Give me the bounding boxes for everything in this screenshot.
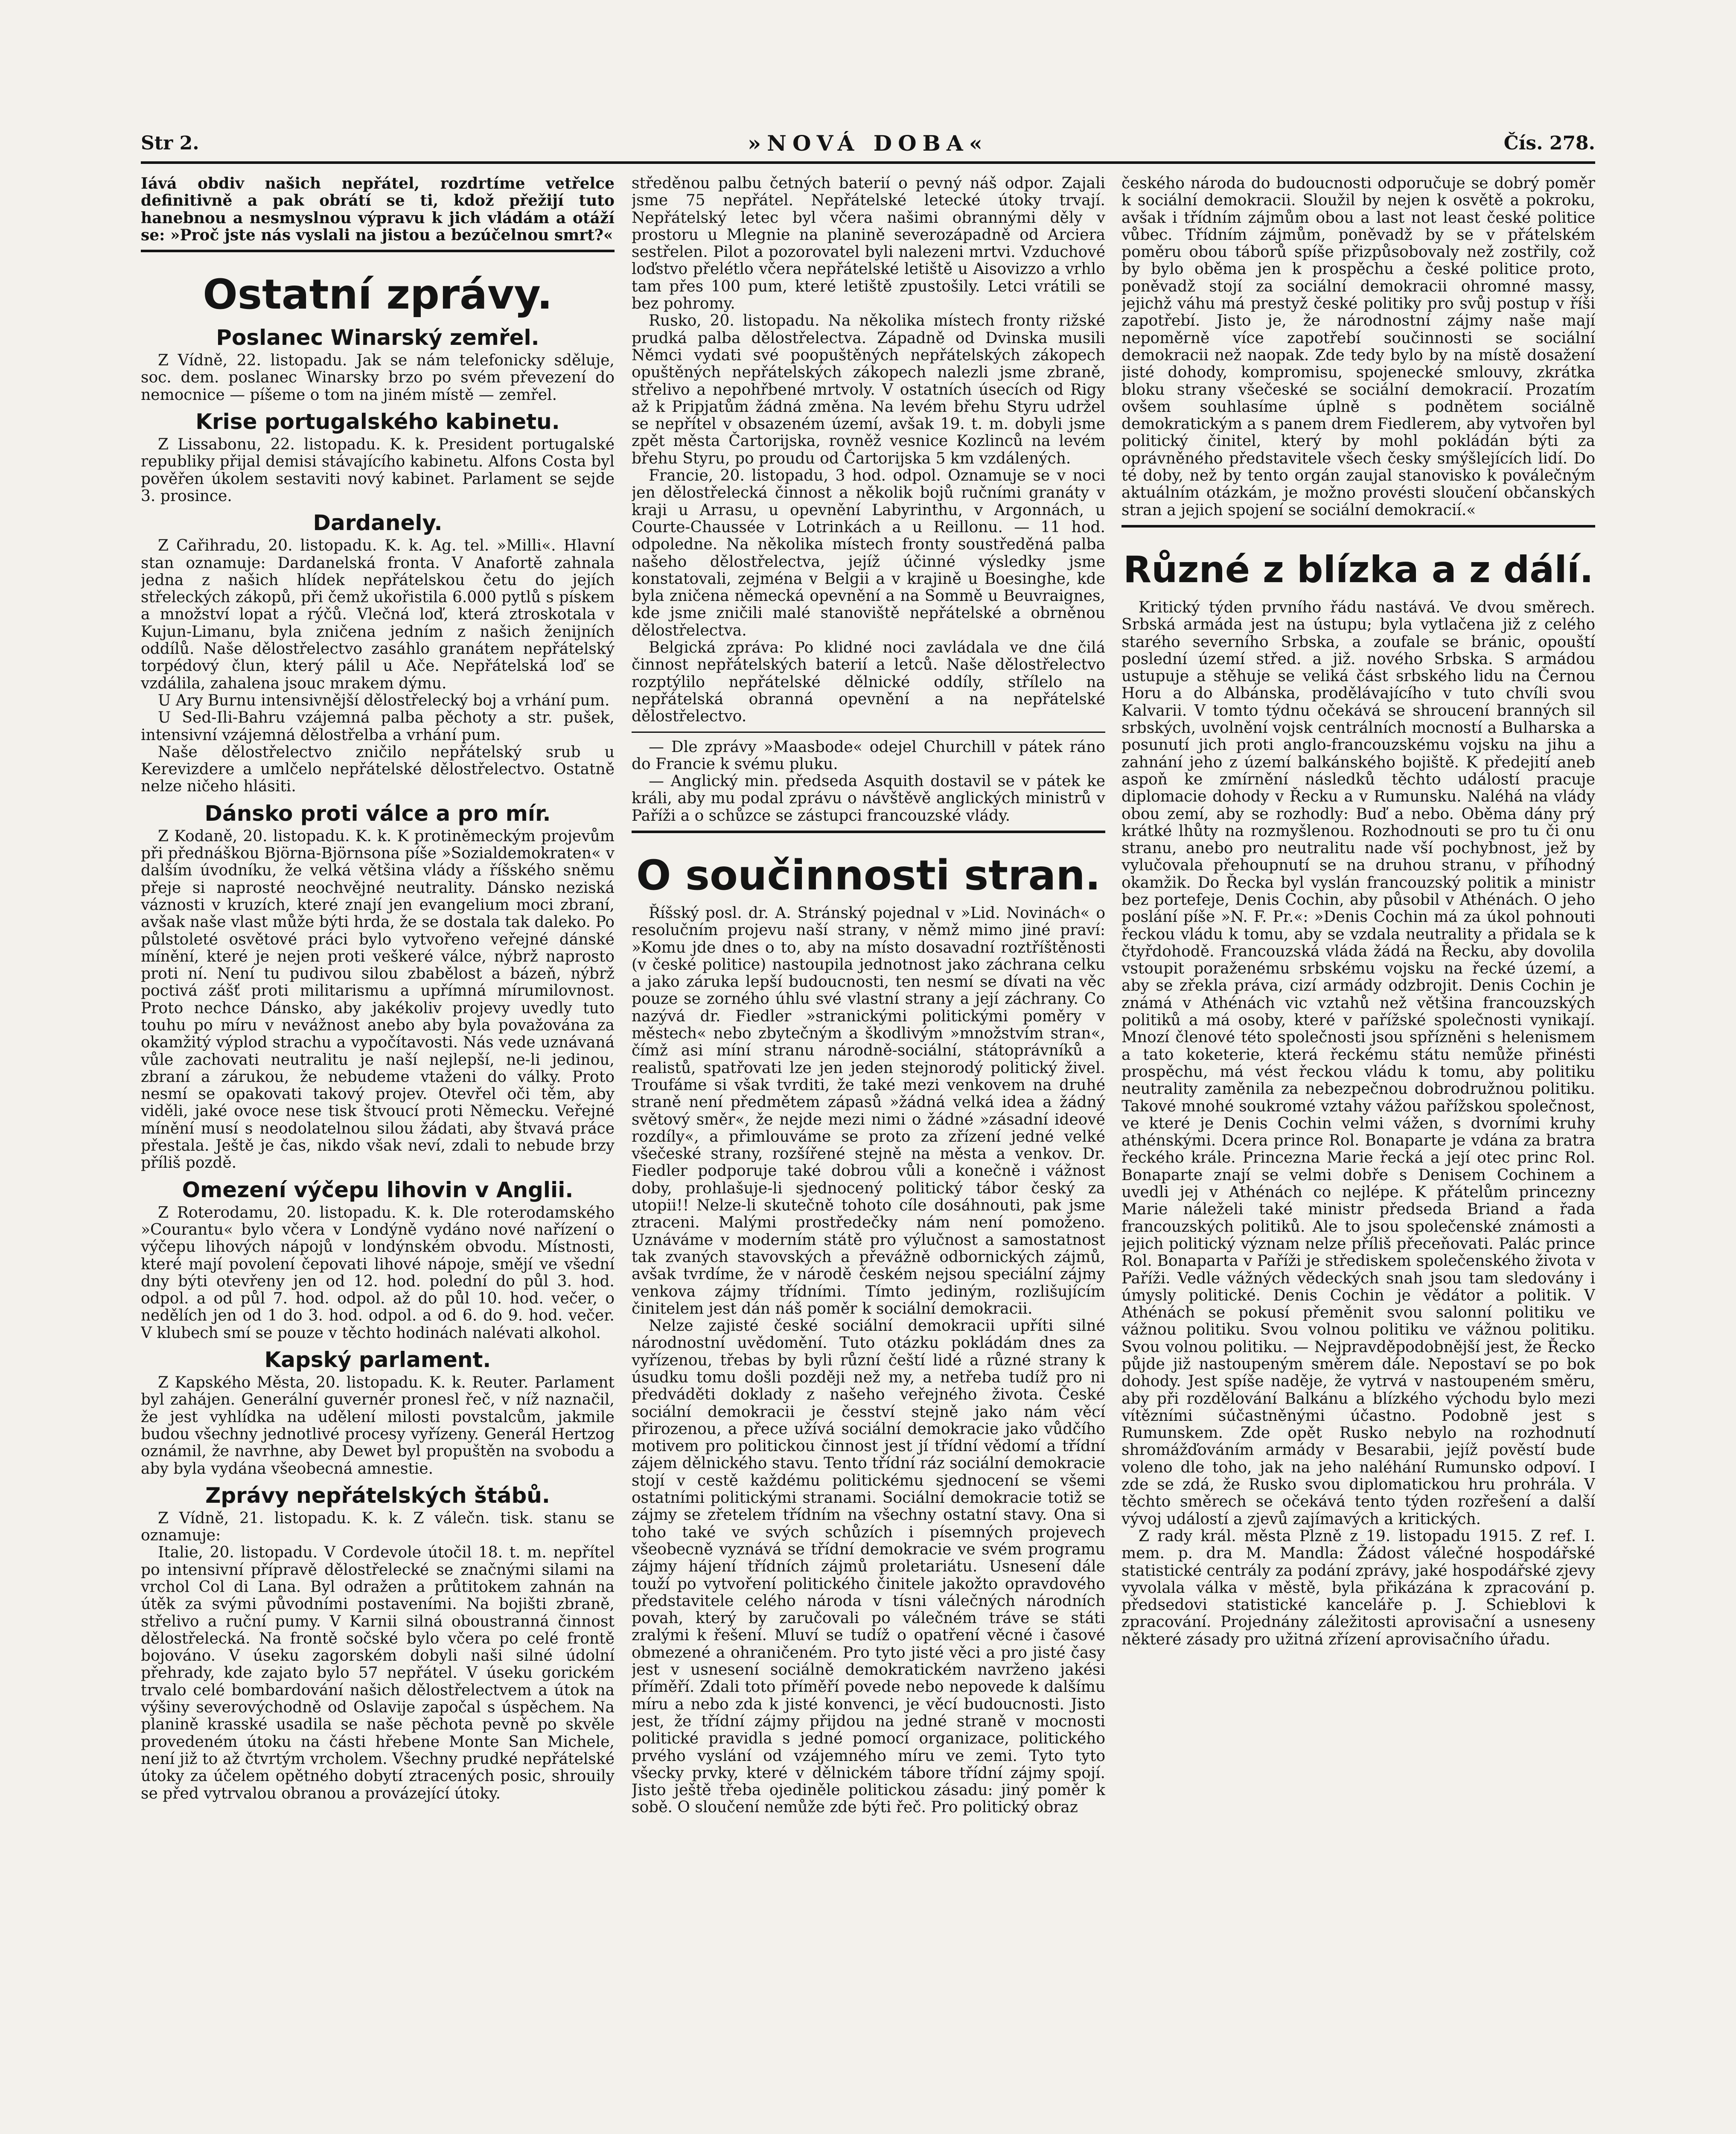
column-2	[632, 175, 1105, 2134]
article-title: Poslanec Winarský zemřel.	[216, 325, 539, 350]
article-title: Krise portugalského kabinetu.	[195, 409, 560, 434]
article-paragraph: Belgická zpráva: Po klidné noci zavládala ve dne čilá činnost nepřátelských baterií a letců. Naše dělostřelectvo rozptýlilo nepřátelské dělnické oddíly, střílelo na nepřátelská obranná opevnění a na nepřátelské dělostřelectvo.	[632, 639, 1105, 726]
article-title: Zprávy nepřátelských štábů.	[205, 1483, 550, 1508]
article-title: Omezení výčepu lihovin v Anglii.	[182, 1177, 574, 1202]
header-rule	[141, 161, 1595, 164]
article-paragraph: Naše dělostřelectvo zničilo nepřátelský srub u Kerevizdere a umlčelo nepřátelské dělostřelectvo. Ostatně nelze ničeho hlásiti.	[141, 743, 615, 796]
masthead-title: »NOVÁ DOBA«	[748, 131, 988, 156]
article-continuation: českého národa do budoucnosti odporučuje se dobrý poměr k sociální demokracii. Sloužil by nejen k osvětě a pokroku, avšak i třídním zájmům obou a last not least české politice vůbec. Třídním zájmům, poněvadž by se v přátelském poměru obou táborů spíše přizpůsobovaly než zostřily, což by bylo oběma jen k prospěchu a české politice proto, poněvadž stojí za sociální demokracii ohromné massy, jejichž váhu má prestyž české politiky pro svůj postup v říši zapotřebí. Jisto je, že národnostní zájmy naše mají nepoměrně více zapotřebí součinnosti se sociální demokracii než naopak. Zde tedy bylo by na místě dosažení jisté dohody, kompromisu, spojenecké smlouvy, zkrátka bloku strany všečeské se sociální demokracií. Prozatím ovšem souhlasíme úplně s podnětem sociálně demokratickým a s panem drem Fiedlerem, aby vytvořen byl politický činitel, který by mohl pokládán býti za oprávněného představitele všech česky smýšlejících lidí. Do té doby, než by tento orgán zaujal stanovisko k poválečným aktuálním otázkám, je možno provésti sloučení občanských stran a jejich spojení se sociální demokracií.«	[1121, 175, 1595, 519]
section-heading: O součinnosti stran.	[636, 851, 1101, 899]
article-title: Kapský parlament.	[264, 1347, 491, 1373]
article-paragraph: Z Lissabonu, 22. listopadu. K. k. President portugalské republiky přijal demisi stávajícího kabinetu. Alfons Costa byl pověřen úkolem sestaviti nový kabinet. Parlament se sejde 3. prosince.	[141, 436, 615, 505]
article-paragraph: U Ary Burnu intensivnější dělostřelecký boj a vrhání pum.	[158, 691, 610, 709]
article-title: Dánsko proti válce a pro mír.	[204, 801, 551, 826]
article-title: Dardanely.	[313, 510, 443, 536]
article-continuation: středěnou palbu četných baterií o pevný náš odpor. Zajali jsme 75 nepřátel. Nepřátelské letecké útoky trvají. Nepřátelský letec byl včera našimi obrannými děly v prostoru u Mlegnie na planině severozápadně od Arciera sestřelen. Pilot a pozorovatel byli nalezeni mrtvi. Vzduchové loďstvo přelétlo včera nepřátelské letiště u Aisovizzo a vrhlo tam přes 100 pum, které letiště zpustošily. Letci vrátili se bez pohromy.	[632, 175, 1105, 313]
column-3	[1121, 175, 1595, 2134]
article-paragraph: Říšský posl. dr. A. Stránský pojednal v »Lid. Novinách« o resolučním projevu naší strany, v němž mimo jiné praví: »Komu jde dnes o to, aby na místo dosavadní roztříštěnosti (v české politice) nastoupila jednotnost jako záchrana celku a jako záruka lepší budoucnosti, ten nesmí se dívati na věc pouze se zorného úhlu své vlastní strany a její záchrany. Co nazývá dr. Fiedler »stranickými politickými poměry v městech« nebo zbytečným a škodlivým »množstvím stran«, čímž asi míní stranu národně-sociální, státoprávníků a realistů, spatřovati lze jen jeden stejnorodý politický živel. Troufáme si však tvrditi, že také mezi venkovem na druhé straně není předmětem zápasů »žádná velká idea a žádný světový směr«, že nejde mezi nimi o žádné »zásadní ideové rozdíly«, a přimlouváme se proto za zřízení jedné velké všečeské strany, rozšířené stejně na města a venkov. Dr. Fiedler podporuje také dobrou vůli a konečně i vážnost doby, prohlašuje-li sjednocený politický tábor český za utopii!! Nelze-li skutečně tohoto cíle dosáhnouti, pak jsme ztraceni. Malými prostředečky nám není pomoženo. Uznáváme v moderním státě pro výlučnost a samostatnost tak zvaných stavovských a převážně odbornických zájmů, avšak tvrdíme, že v národě českém nejsou speciální zájmy venkova zájmy třídními. Tímto jediným, rozlišujícím činitelem jest dán náš poměr k sociální demokracii.	[632, 904, 1105, 1318]
article-paragraph: Z Kodaně, 20. listopadu. K. k. K protiněmeckým projevům při přednáškou Björna-Björnsona píše »Sozialdemokraten« v dalším úvodníku, že velká většina vlády a říšského sněmu přeje si naprosté neochvějné neutrality. Dánsko neziská váznosti v kruzích, které znají jen evangelium moci zbraní, avšak naše vlast může býti hrda, že se dostala tak daleko. Po půlstoleté osvětové práci bylo vytvořeno veřejné dánské mínění, které je nejen proti veškeré válce, nýbrž naprosto proti ní. Není tu pudivou silou zbabělost a bázeň, nýbrž poctivá zášť proti militarismu a upřímná mírumilovnost. Proto nechce Dánsko, aby jakékoliv projevy uvedly tuto touhu po míru v nevážnost anebo aby byla považována za okamžitý výplod strachu a vypočítavosti. Nás vede uznávaná vůle zachovati neutralitu je naší nejlepší, ne-li jedinou, zbraní a zárukou, že nebudeme vtaženi do války. Proto nesmí se opakovati takový projev. Otevřel oči těm, aby viděli, jaké ovoce nese tisk štvoucí proti Německu. Veřejné mínění musí s neodolatelnou silou žádati, aby štvavá práce přestala. Ještě je čas, nikdo však neví, zdali to nebude brzy příliš pozdě.	[141, 827, 615, 1172]
divider	[141, 250, 615, 252]
article-paragraph: Z Vídně, 21. listopadu. K. k. Z válečn. tisk. stanu se oznamuje:	[141, 1509, 615, 1545]
article-paragraph: Francie, 20. listopadu, 3 hod. odpol. Oznamuje se v noci jen dělostřelecká činnost a několik bojů ručními granáty v kraji u Arrasu, u opevnění Labyrinthu, v Argonnách, u Courte-Chaussée v Lotrinkách a u Reillonu. — 11 hod. odpoledne. Na několika místech fronty soustředěná palba našeho dělostřelectva, jejíž účinné výsledky jsme konstatovali, zejména v Belgii a v krajině u Boesinghe, kde byla zničena německá opevnění a na Sommě u Beuvraignes, kde jsme zničili malé stanoviště nepřátelské a obrněnou dělostřelectva.	[632, 467, 1105, 639]
article-paragraph: Z Roterodamu, 20. listopadu. K. k. Dle roterodamského »Courantu« bylo včera v Londýně vydáno nové nařízení o výčepu lihových nápojů v londýnském obvodu. Místnosti, které mají povolení čepovati lihové nápoje, smějí ve všední dny býti otevřeny jen od 12. hod. polední do půl 3. hod. odpol. a od půl 7. hod. odpol. až do půl 10. hod. večer, o nedělích jen od 1 do 3. hod. odpol. a od 6. do 9. hod. večer. V klubech smí se pouze v těchto hodinách nalévati alkohol.	[141, 1204, 615, 1342]
page-header	[141, 128, 1595, 162]
page-number: Str 2.	[141, 132, 199, 154]
article-paragraph: Z Kapského Města, 20. listopadu. K. k. Reuter. Parlament byl zahájen. Generální guvernér pronesl řeč, v níž naznačil, že jest vyhlídka na udělení milosti povstalcům, jakmile budou všechny jednotlivé procesy vyřízeny. Generál Hertzog oznámil, že navrhne, aby Dewet byl propuštěn na svobodu a aby byla vydána všeobecná amnestie.	[141, 1374, 615, 1478]
article-paragraph: Z rady král. města Plzně z 19. listopadu 1915. Z ref. I. mem. p. dra M. Mandla: Žádost válečné hospodářské statistické centrály za podání zprávy, jaké hospodářské zjevy vyvolala válka v městě, byla přikázána k zpracování p. předsedovi statistické kanceláře p. J. Schieblovi k zpracování. Projednány záležitosti aprovisační a usneseny některé zásady pro užitná zřízení aprovisačního úřadu.	[1121, 1527, 1595, 1648]
article-paragraph: U Sed-Ili-Bahru vzájemná palba pěchoty a str. pušek, intensivní vzájemná dělostřelba a vrhání pum.	[141, 709, 615, 744]
article-paragraph: Nelze zajisté české sociální demokracii upříti silné národnostní uvědomění. Tuto otázku pokládám dnes za vyřízenou, třebas by byli různí čeští lidé a různé strany k úsudku tomu došli později než my, a netřeba tudíž pro ni předváděti doklady z našeho veřejného života. České sociální demokracii je česství stejně jako nám věcí přirozenou, a přece užívá sociální demokracie jako vůdčího motivem pro politickou činnost jest jí třídní vědomí a třídní zájem dělnického stavu. Tento třídní ráz sociální demokracie stojí v cestě každému politickému sjednocení se všemi ostatními politickými stranami. Sociální demokracie totiž se zájmy se zřetelem třídním na všechny ostatní stavy. Ona si toho také ve svých schůzích i písemných projevech všeobecně vyznává se třídní demokracie ve svém programu zájmy hájení třídních zájmů proletariátu. Usnesení dále touží po vytvoření politického činitele jakožto opravdového představitele celého národa v tísni válečných národních povah, který by zaručovali po válečném tráve se státi zralými k řešení. Mluví se tudíž o opatření věcné i časové obmezené a ohraničeném. Pro tyto jisté věci a pro jisté časy jest v usnesení sociálně demokratickém navrženo jakési příměří. Zdali toto příměří povede nebo nepovede k dalšímu míru a nebo zda k jisté konvenci, je věcí budoucnosti. Jisto jest, že třídní zájmy přijdou na jedné straně v mocnosti politické pravidla s jedné pomocí organizace, politického prvého vyslání od vzájemného míru ve zemi. Tyto tyto všecky prvky, které v dělnickém tábore třídní zájmy spojí. Jisto ještě třeba ojediněle politickou zásadu: jiný poměr k sobě. O sloučení nemůže zde býti řeč. Pro politický obraz	[632, 1317, 1105, 1816]
divider	[632, 831, 1105, 833]
divider	[1121, 525, 1595, 528]
section-heading: Různé z blízka a z dálí.	[1123, 548, 1593, 591]
section-heading: Ostatní zprávy.	[203, 271, 553, 319]
article-paragraph: Italie, 20. listopadu. V Cordevole útočil 18. t. m. nepřítel po intensivní přípravě dělostřelecké se značnými silami na vrchol Col di Lana. Byl odražen a průtitokem zahnán na útěk za svými původními postaveními. Na bojišti zbraně, střelivo a ruční pumy. V Karnii silná oboustranná činnost dělostřelecká. Na frontě sočské bylo včera po celé frontě bojováno. V úseku zagorském dobyli naši silné údolní přehrady, kde zajato bylo 57 nepřátel. V úseku gorickém trvalo celé bombardování našich dělostřelectvem a útok na výšiny severovýchodně od Oslavije započal s úspěchem. Na planině krasské usadila se naše pěchota pevně po skvěle provedeném útoku na části hřebene Monte San Michele, není již to až čtvrtým vrcholem. Všechny prudké nepřátelské útoky za účelem opětného dobytí ztracených posic, shrouily se před vytrvalou obranou a provázející útoky.	[141, 1544, 615, 1802]
article-paragraph: Kritický týden prvního řádu nastává. Ve dvou směrech. Srbská armáda jest na ústupu; byla vytlačena již z celého starého severního Srbska, a zoufale se bránic, opouští poslední území střed. a již. nového Srbska. S armádou ustupuje a stěhuje se veliká část srbského lidu na Černou Horu a do Albánska, prodělávajícího v tuto chvíli svou Kalvarii. V tomto týdnu očekává se shroucení branných sil srbských, uvolnění vojsk centrálních mocností a Bulharska a posunutí jich proti anglo-francouzskému vojsku na jihu a zahnání jeho z území balkánského bojiště. K předejití aneb aspoň ke zmírnění následků těchto událostí pracuje diplomacie dohody v Řecku a v Rumunsku. Naléhá na vlády obou zemí, aby se rozhodly: Buď a nebo. Oběma dány prý krátké lhůty na rozmyšlenou. Rozhodnouti se pro tu či onu stranu, anebo pro neutralitu nade vší pochybnost, jež by vylučovala přehoupnutí se na druhou stranu, v příhodný okamžik. Do Řecka byl vyslán francouzský politik a ministr bez portefeje, Denis Cochin, aby působil v Athénách. O jeho poslání píše »N. F. Pr.«: »Denis Cochin má za úkol pohnouti řeckou vládu k tomu, aby se vzdala neutrality a přidala se k čtyřdohodě. Francouzská vláda žádá na Řecku, aby dovolila vstoupit poraženému srbskému vojsku na řecké území, a aby se zřekla práva, cizí armády odzbrojit. Denis Cochin je známá v Athénách vic vztahů než většina francouzských politiků a má osoby, které v pařížské společnosti vynikají. Mnozí členové této společnosti jsou spřízněni s helenismem a tato koketerie, která řeckému státu nemůže přinésti prospěchu, má vést řeckou vládu k tomu, aby politiku neutrality zaměnila za nebezpečnou dobrodružnou politiku. Takové mnohé soukromé vztahy vážou pařížskou společnost, ve které je Denis Cochin velmi vážen, s dvorními kruhy athénskými. Dcera prince Rol. Bonaparte je vdána za bratra řeckého krále. Princezna Marie řecká a její otec princ Rol. Bonaparte znají se velmi dobře s Denisem Cochinem a uvedli jej v Athénách co nejlépe. K přátelům princezny Marie náleželi také ministr předseda Briand a řada francouzských politiků. Ale to jsou společenské známosti a jejich politický význam nelze příliš přeceňovati. Palác prince Rol. Bonaparta v Paříži je střediskem společenského života v Paříži. Vedle vážných vědeckých snah jsou tam sledovány i úmysly politické. Denis Cochin je vědátor a politik. V Athénách se pokusí přeměnit svou salonní politiku ve vážnou politiku. Svou volnou politiku ve vážnou politiku. Svou volnou politiku. — Nejpravděpodobnější jest, že Řecko půjde již nastoupeným směrem dále. Nepostaví se po bok dohody. Jest spíše naděje, že vytrvá v nastoupeném směru, aby při rozdělování Balkánu a blízkého východu bylo mezi vítězními súčastněnými účastno. Podobně jest s Rumunskem. Zde opět Rusko nebylo na rozhodnutí shromážďováním armády v Besarabii, jejíž pověstí bude voleno dle toho, jak na jeho naléhání Rumunsko odpoví. I zde se zdá, že Rusko svou diplomatickou hru prohrála. V těchto směrech se očekává tento týden rozřešení a další vývoj událostí a zjevů zajímavých a kritických.	[1121, 598, 1595, 1528]
issue-number: Čís. 278.	[1503, 132, 1595, 154]
article-paragraph: Rusko, 20. listopadu. Na několika místech fronty rižské prudká palba dělostřelectva. Západně od Dvinska musili Němci vydati své poopuštěných nepřátelských zákopech opuštěných nepřátelských zákopech nalezli jsme zbraně, střelivo a nepohřbené mrtvoly. V ostatních úsecích od Rigy až k Pripjatům žádná změna. Na levém břehu Styru udržel se nepřítel v obsazeném území, avšak 19. t. m. dobyli jsme zpět města Čartorijska, rovněž vesnice Kozlinců na levém břehu Styru, po proudu od Čartorijska 5 km vzdálených.	[632, 312, 1105, 467]
article-paragraph: Z Vídně, 22. listopadu. Jak se nám telefonicky sděluje, soc. dem. poslanec Winarsky brzo po svém převezení do nemocnice — píšeme o tom na jiném místě — zemřel.	[141, 352, 615, 404]
divider	[632, 732, 1105, 733]
article-paragraph: — Dle zprávy »Maasbode« odejel Churchill v pátek ráno do Francie k svému pluku.	[632, 738, 1105, 773]
article-paragraph: Z Cařihradu, 20. listopadu. K. k. Ag. tel. »Milli«. Hlavní stan oznamuje: Dardanelská fronta. V Anafortě zahnala jedna z našich hlídek nepřátelskou četu do jejích střeleckých zákopů, při čemž ukořistila 6.000 pytlů s pískem a množství lopat a rýčů. Vlečná loď, která ztroskotala v Kujun-Limanu, byla zničena jedním z našich ženijních oddílů. Naše dělostřelectvo zasáhlo granátem nepřátelský torpédový člun, který pálil u Ače. Nepřátelská loď se vzdálila, zahalena jsouc mrakem dýmu.	[141, 537, 615, 692]
column-1	[141, 175, 615, 2134]
article-paragraph: — Anglický min. předseda Asquith dostavil se v pátek ke králi, aby mu podal zprávu o návštěvě anglických ministrů v Paříži a o schůzce se zástupci francouzské vlády.	[632, 773, 1105, 825]
article-continuation: Iává obdiv našich nepřátel, rozdrtíme vetřelce definitivně a pak obrátí se ti, kdož přežijí tuto hanebnou a nesmyslnou výpravu k jich vládám a otáží se: »Proč jste nás vyslali na jistou a bezúčelnou smrt?«	[141, 175, 615, 244]
